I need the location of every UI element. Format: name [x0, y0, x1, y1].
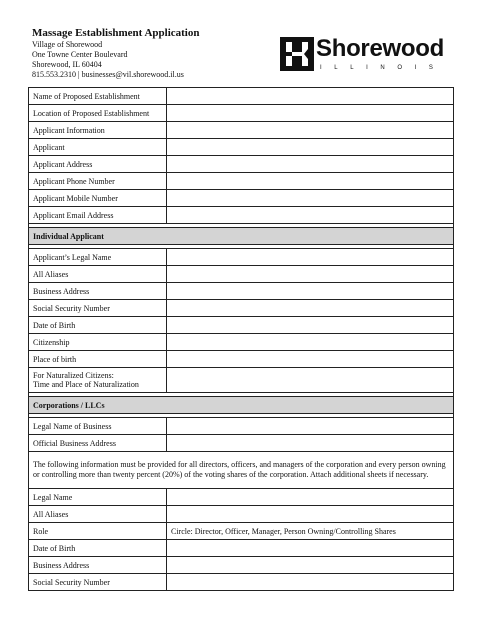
org-name: Village of Shorewood: [32, 40, 103, 49]
form-row: [29, 139, 454, 156]
field-label: Applicant Information: [29, 122, 167, 139]
city-state-zip: Shorewood, IL 60404: [32, 60, 102, 69]
establishment-location-field[interactable]: [167, 105, 454, 122]
person-aliases-field[interactable]: [167, 506, 454, 523]
section-header-individual: [29, 228, 454, 245]
form-row: [29, 173, 454, 190]
form-row: [29, 190, 454, 207]
applicant-info-field[interactable]: [167, 122, 454, 139]
form-row: [29, 249, 454, 266]
form-row: [29, 368, 454, 393]
form-row: [29, 574, 454, 591]
form-row: [29, 334, 454, 351]
section-heading: Individual Applicant: [29, 228, 454, 245]
field-label: Location of Proposed Establishment: [29, 105, 167, 122]
field-label: Social Security Number: [29, 300, 167, 317]
logo-state: ILLINOIS: [320, 65, 446, 71]
form-row: [29, 418, 454, 435]
field-label: Applicant Phone Number: [29, 173, 167, 190]
naturalization-field[interactable]: [167, 368, 454, 393]
citizenship-field[interactable]: [167, 334, 454, 351]
field-label: Applicant’s Legal Name: [29, 249, 167, 266]
field-label: Legal Name: [29, 489, 167, 506]
official-business-address-field[interactable]: [167, 435, 454, 452]
form-row: [29, 506, 454, 523]
person-business-address-field[interactable]: [167, 557, 454, 574]
field-label: Role: [29, 523, 167, 540]
form-row: [29, 156, 454, 173]
applicant-field[interactable]: [167, 139, 454, 156]
field-label: All Aliases: [29, 266, 167, 283]
business-legal-name-field[interactable]: [167, 418, 454, 435]
applicant-mobile-field[interactable]: [167, 190, 454, 207]
field-label: Social Security Number: [29, 574, 167, 591]
form-title: Massage Establishment Application: [32, 27, 200, 39]
form-row: [29, 300, 454, 317]
form-row: [29, 489, 454, 506]
application-form: [28, 87, 454, 591]
birthplace-field[interactable]: [167, 351, 454, 368]
field-label: Applicant: [29, 139, 167, 156]
logo-mark-icon: [280, 37, 314, 71]
aliases-field[interactable]: [167, 266, 454, 283]
form-row: [29, 266, 454, 283]
field-label: All Aliases: [29, 506, 167, 523]
form-row: [29, 88, 454, 105]
applicant-email-field[interactable]: [167, 207, 454, 224]
legal-name-field[interactable]: [167, 249, 454, 266]
dob-field[interactable]: [167, 317, 454, 334]
form-row: [29, 105, 454, 122]
business-address-field[interactable]: [167, 283, 454, 300]
section-heading: Corporations / LLCs: [29, 397, 454, 414]
naturalized-line-1: For Naturalized Citizens:: [33, 371, 114, 380]
ssn-field[interactable]: [167, 300, 454, 317]
form-row: [29, 557, 454, 574]
applicant-address-field[interactable]: [167, 156, 454, 173]
person-ssn-field[interactable]: [167, 574, 454, 591]
shorewood-logo: [280, 34, 452, 74]
person-legal-name-field[interactable]: [167, 489, 454, 506]
logo-wordmark: Shorewood: [316, 35, 444, 62]
field-label: Applicant Email Address: [29, 207, 167, 224]
form-row: [29, 351, 454, 368]
form-row: [29, 540, 454, 557]
field-label: Name of Proposed Establishment: [29, 88, 167, 105]
form-row: [29, 435, 454, 452]
role-field[interactable]: Circle: Director, Officer, Manager, Person Owning/Controlling Shares: [167, 523, 454, 540]
form-row: [29, 317, 454, 334]
applicant-phone-field[interactable]: [167, 173, 454, 190]
form-row: [29, 207, 454, 224]
contact-line: 815.553.2310 | businesses@vil.shorewood.il.us: [32, 70, 184, 79]
field-label: Legal Name of Business: [29, 418, 167, 435]
field-label-naturalization: [29, 368, 167, 393]
field-label: Official Business Address: [29, 435, 167, 452]
form-row: [29, 122, 454, 139]
person-dob-field[interactable]: [167, 540, 454, 557]
field-label: Place of birth: [29, 351, 167, 368]
field-label: Citizenship: [29, 334, 167, 351]
street-address: One Towne Center Boulevard: [32, 50, 128, 59]
field-label: Business Address: [29, 283, 167, 300]
section-header-corporations: [29, 397, 454, 414]
document-header: [32, 26, 452, 82]
instructions-text: The following information must be provided for all directors, officers, and managers of the corporation and every person owning or controlling more than twenty percent (20%) of the voting shares of the corporation. Attach additional sheets if necessary.: [29, 452, 454, 489]
field-label: Applicant Address: [29, 156, 167, 173]
field-label: Date of Birth: [29, 540, 167, 557]
field-label: Applicant Mobile Number: [29, 190, 167, 207]
field-label: Date of Birth: [29, 317, 167, 334]
form-row: [29, 523, 454, 540]
naturalized-line-2: Time and Place of Naturalization: [33, 380, 139, 389]
establishment-name-field[interactable]: [167, 88, 454, 105]
field-label: Business Address: [29, 557, 167, 574]
instructions-row: [29, 452, 454, 489]
form-row: [29, 283, 454, 300]
